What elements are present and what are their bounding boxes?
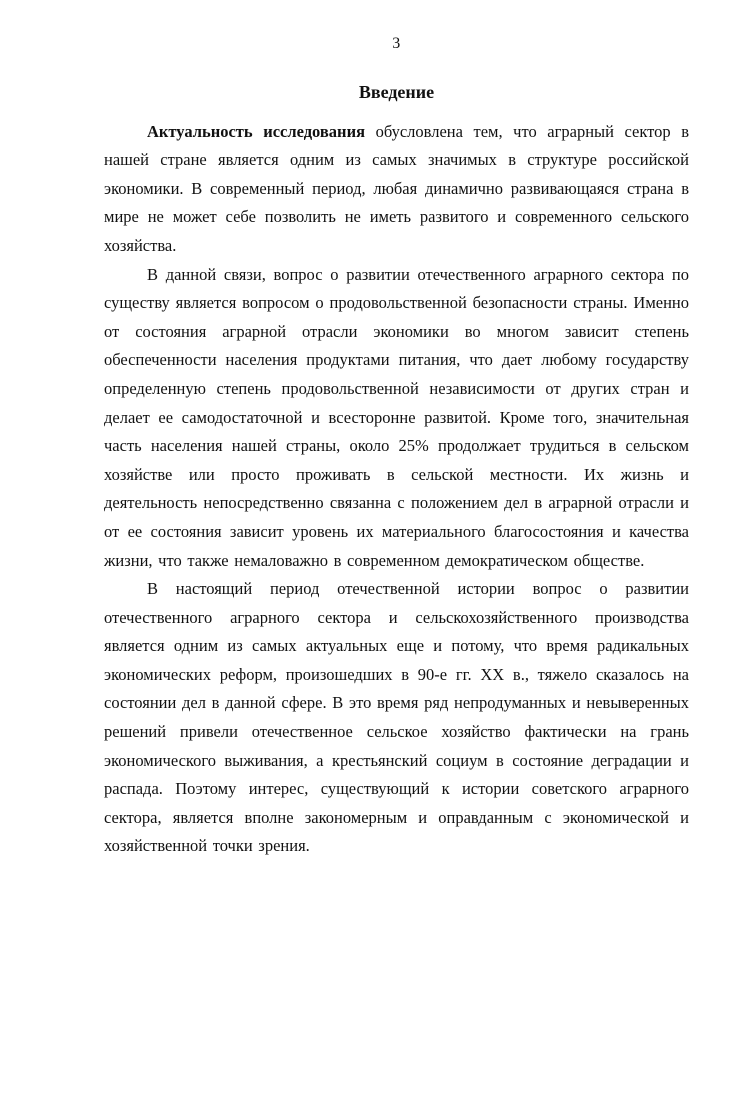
paragraph-text: В данной связи, вопрос о развитии отечественного аграрного сектора по существу является вопросом о продовольственной безопасности страны. Именно от состояния аграрной отрасли экономики во многом зависит степень обеспеченности населения продуктами питания, что дает любому государству определенную степень продовольственной независимости от других стран и делает ее самодостаточной и всесторонне развитой. Кроме того, значительная часть населения нашей страны, около 25% продолжает трудиться в сельском хозяйстве или просто проживать в сельской местности. Их жизнь и деятельность непосредственно связанна с положением дел в аграрной отрасли и от ее состояния зависит уровень их материального благосостояния и качества жизни, что также немаловажно в современном демократическом обществе. (104, 264, 689, 570)
paragraph (104, 575, 689, 861)
paragraph-text: обусловлена тем, что аграрный сектор в нашей стране является одним из самых значимых в структуре российской экономики. В современный период, любая динамично развивающаяся страна в мире не может себе позволить не иметь развитого и современного сельского хозяйства. (104, 121, 690, 255)
paragraph (104, 118, 689, 261)
document-body (104, 118, 689, 861)
paragraph (104, 261, 689, 576)
paragraph-lead: Актуальность исследования (147, 121, 366, 141)
paragraph-text: В настоящий период отечественной истории вопрос о развитии отечественного аграрного сектора и сельскохозяйственного производства является одним из самых актуальных еще и потому, что время радикальных экономических реформ, произошедших в 90-е гг. XX в., тяжело сказалось на состоянии дел в данной сфере. В это время ряд непродуманных и невыверенных решений привели отечественное сельское хозяйство фактически на грань экономического выживания, а крестьянский социум в состояние деградации и распада. Поэтому интерес, существующий к истории советского аграрного сектора, является вполне закономерным и оправданным с экономической и хозяйственной точки зрения. (104, 579, 689, 856)
page-number: 3 (392, 35, 401, 52)
page-title: Введение (358, 82, 435, 102)
